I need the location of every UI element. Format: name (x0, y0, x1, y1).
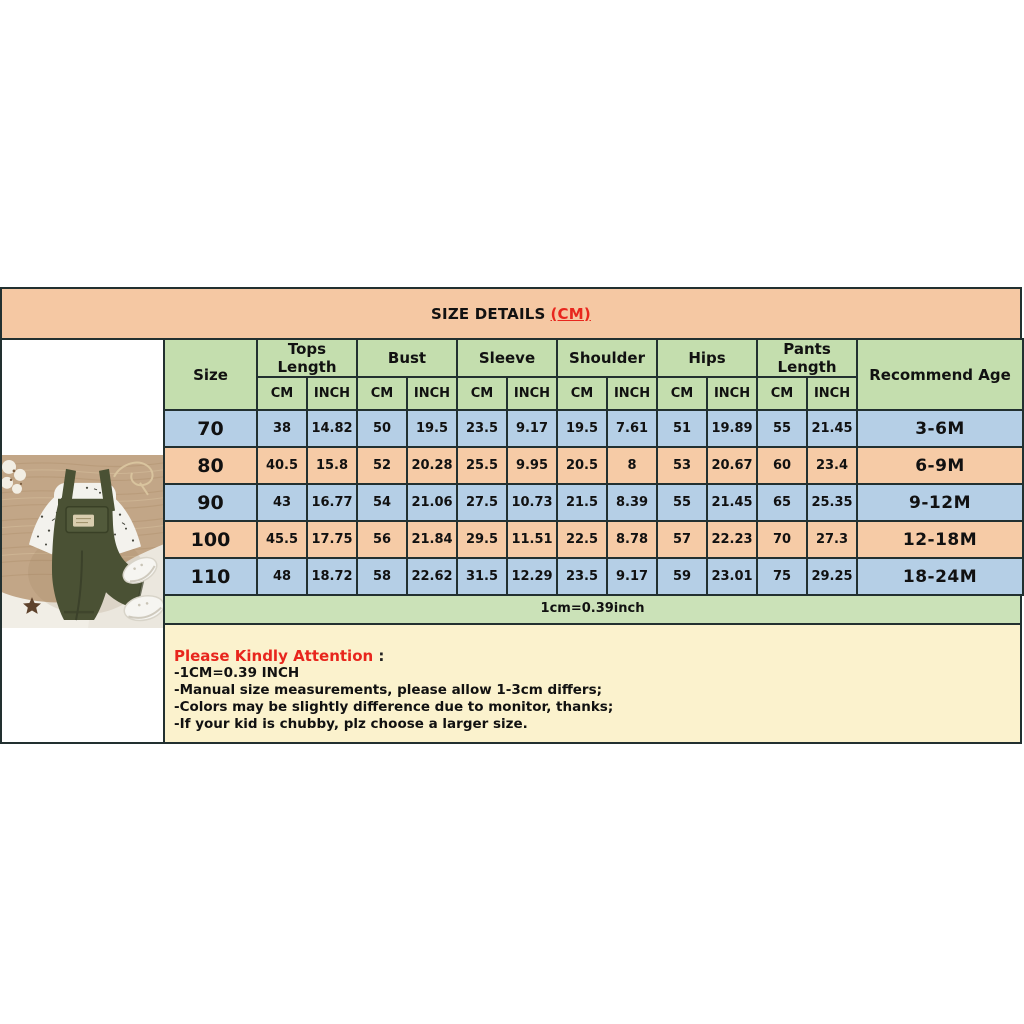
measurement-cell: 21.45 (807, 410, 857, 447)
measurement-cell: 20.67 (707, 447, 757, 484)
group-header-bust: Bust (357, 339, 457, 377)
measurement-cell: 9.17 (607, 558, 657, 595)
unit-header-cm: CM (257, 377, 307, 410)
measurement-cell: 38 (257, 410, 307, 447)
size-column-header: Size (164, 339, 257, 410)
attention-heading (174, 648, 1010, 665)
group-header-hips: Hips (657, 339, 757, 377)
unit-header-cm: CM (457, 377, 507, 410)
measurement-cell: 17.75 (307, 521, 357, 558)
measurement-cell: 53 (657, 447, 707, 484)
product-photo-illustration (2, 455, 163, 628)
attention-notes (163, 625, 1022, 744)
group-header-tops-length: Tops Length (257, 339, 357, 377)
age-cell: 9-12M (857, 484, 1023, 521)
measurement-cell: 21.84 (407, 521, 457, 558)
title-unit-cm: (CM) (550, 304, 591, 323)
measurement-cell: 21.06 (407, 484, 457, 521)
measurement-cell: 51 (657, 410, 707, 447)
cm-inch-conversion-note: 1cm=0.39inch (163, 596, 1022, 625)
size-cell: 110 (164, 558, 257, 595)
measurement-cell: 14.82 (307, 410, 357, 447)
recommend-age-header: Recommend Age (857, 339, 1023, 410)
measurement-cell: 25.5 (457, 447, 507, 484)
unit-header-inch: INCH (307, 377, 357, 410)
note-line: -If your kid is chubby, plz choose a larger size. (174, 716, 528, 732)
size-row-110 (164, 558, 1023, 595)
measurement-cell: 29.5 (457, 521, 507, 558)
product-photo-cell (0, 338, 163, 744)
measurement-cell: 59 (657, 558, 707, 595)
age-cell: 12-18M (857, 521, 1023, 558)
attention-heading-colon: : (373, 647, 385, 665)
measurement-cell: 29.25 (807, 558, 857, 595)
measurement-cell: 23.5 (557, 558, 607, 595)
age-cell: 3-6M (857, 410, 1023, 447)
measurement-cell: 60 (757, 447, 807, 484)
size-table-area (163, 338, 1022, 744)
measurement-cell: 20.5 (557, 447, 607, 484)
measurement-cell: 23.01 (707, 558, 757, 595)
measurement-cell: 48 (257, 558, 307, 595)
measurement-cell: 18.72 (307, 558, 357, 595)
measurement-cell: 19.5 (407, 410, 457, 447)
unit-header-cm: CM (357, 377, 407, 410)
measurement-cell: 27.5 (457, 484, 507, 521)
size-row-70 (164, 410, 1023, 447)
measurement-cell: 11.51 (507, 521, 557, 558)
age-cell: 18-24M (857, 558, 1023, 595)
measurement-cell: 54 (357, 484, 407, 521)
size-cell: 100 (164, 521, 257, 558)
group-header-pants-length: Pants Length (757, 339, 857, 377)
unit-header-cm: CM (757, 377, 807, 410)
size-table (163, 338, 1024, 596)
size-details-title (0, 287, 1022, 340)
measurement-cell: 25.35 (807, 484, 857, 521)
unit-header-inch: INCH (607, 377, 657, 410)
measurement-cell: 20.28 (407, 447, 457, 484)
measurement-cell: 21.5 (557, 484, 607, 521)
measurement-cell: 56 (357, 521, 407, 558)
measurement-cell: 15.8 (307, 447, 357, 484)
measurement-cell: 8 (607, 447, 657, 484)
unit-header-cm: CM (657, 377, 707, 410)
measurement-cell: 27.3 (807, 521, 857, 558)
measurement-cell: 50 (357, 410, 407, 447)
measurement-cell: 8.78 (607, 521, 657, 558)
unit-header-inch: INCH (507, 377, 557, 410)
unit-header-inch: INCH (407, 377, 457, 410)
measurement-cell: 8.39 (607, 484, 657, 521)
measurement-cell: 22.23 (707, 521, 757, 558)
size-row-100 (164, 521, 1023, 558)
measurement-cell: 45.5 (257, 521, 307, 558)
measurement-cell: 23.5 (457, 410, 507, 447)
size-cell: 80 (164, 447, 257, 484)
unit-header-inch: INCH (707, 377, 757, 410)
measurement-cell: 57 (657, 521, 707, 558)
measurement-cell: 12.29 (507, 558, 557, 595)
note-line: -1CM=0.39 INCH (174, 665, 300, 681)
title-text: SIZE DETAILS (431, 304, 546, 323)
measurement-cell: 43 (257, 484, 307, 521)
measurement-cell: 19.5 (557, 410, 607, 447)
size-table-body (164, 410, 1023, 595)
measurement-cell: 22.62 (407, 558, 457, 595)
measurement-cell: 19.89 (707, 410, 757, 447)
measurement-cell: 52 (357, 447, 407, 484)
measurement-cell: 22.5 (557, 521, 607, 558)
measurement-cell: 70 (757, 521, 807, 558)
unit-header-inch: INCH (807, 377, 857, 410)
product-photo (2, 455, 163, 628)
group-header-row (164, 339, 1023, 377)
measurement-cell: 9.17 (507, 410, 557, 447)
measurement-cell: 31.5 (457, 558, 507, 595)
unit-header-cm: CM (557, 377, 607, 410)
group-header-shoulder: Shoulder (557, 339, 657, 377)
measurement-cell: 75 (757, 558, 807, 595)
measurement-cell: 10.73 (507, 484, 557, 521)
measurement-cell: 55 (757, 410, 807, 447)
group-header-sleeve: Sleeve (457, 339, 557, 377)
note-line: -Manual size measurements, please allow 1-3cm differs; (174, 682, 603, 698)
measurement-cell: 65 (757, 484, 807, 521)
size-cell: 90 (164, 484, 257, 521)
measurement-cell: 58 (357, 558, 407, 595)
size-cell: 70 (164, 410, 257, 447)
measurement-cell: 40.5 (257, 447, 307, 484)
size-row-80 (164, 447, 1023, 484)
size-row-90 (164, 484, 1023, 521)
attention-heading-text: Please Kindly Attention (174, 647, 374, 665)
chart-body (0, 338, 1022, 744)
note-line: -Colors may be slightly difference due to monitor, thanks; (174, 699, 614, 715)
notes-lines (174, 665, 1010, 733)
measurement-cell: 55 (657, 484, 707, 521)
measurement-cell: 7.61 (607, 410, 657, 447)
measurement-cell: 23.4 (807, 447, 857, 484)
measurement-cell: 16.77 (307, 484, 357, 521)
age-cell: 6-9M (857, 447, 1023, 484)
measurement-cell: 21.45 (707, 484, 757, 521)
measurement-cell: 9.95 (507, 447, 557, 484)
